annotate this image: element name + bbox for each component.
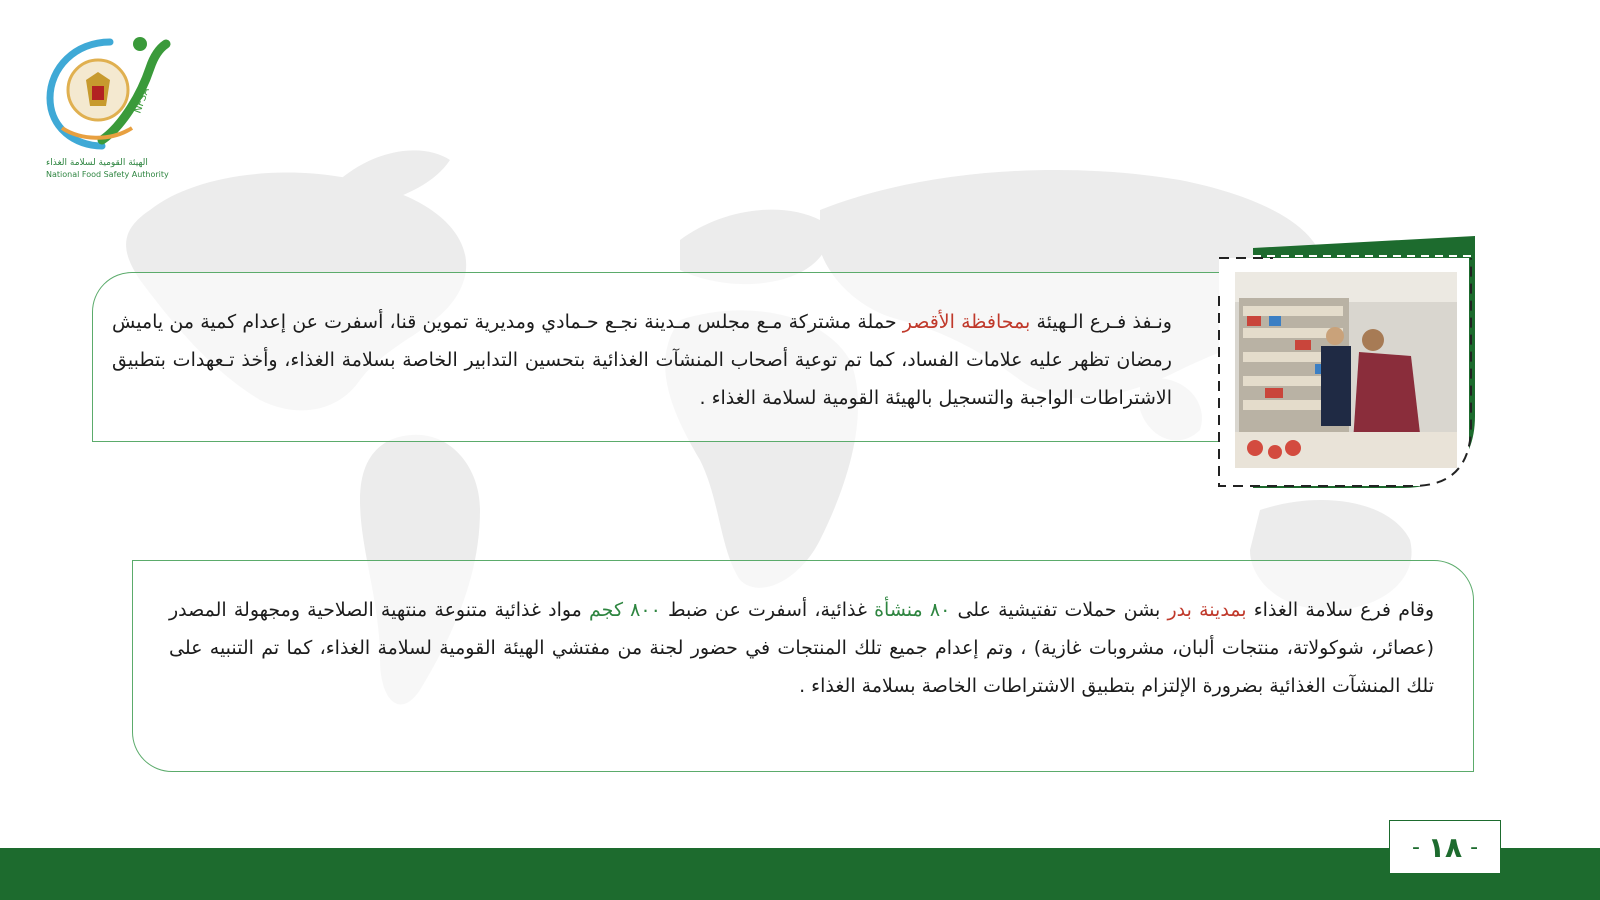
highlight-seized-amount: ٨٠٠ كجم (589, 599, 661, 621)
paragraph-2-text-d: مواد غذائية متنوعة منتهية الصلاحية ومجهولة المصدر (عصائر، شوكولاتة، منتجات ألبان، مشروبات غازية) ، وتم إعدام جميع تلك المنتجات في حضور لجنة من مفتشي الهيئة القومية لسلامة الغذاء، كما تم التنبيه على تلك المنشآت الغذائية بضرورة الإلتزام بتطبيق الاشتراطات الخاصة بسلامة الغذاء . (169, 599, 1434, 697)
logo-caption-arabic: الهيئة القومية لسلامة الغذاء (46, 158, 148, 168)
logo-caption-english: National Food Safety Authority (46, 170, 169, 179)
footer-bar (0, 848, 1600, 900)
highlight-badr: بمدينة بدر (1167, 599, 1247, 621)
logo-emblem-text: NFSA (132, 86, 152, 116)
highlight-facility-count: ٨٠ منشأة (874, 599, 951, 621)
paragraph-2-text-b: بشن حملات تفتيشية على (950, 599, 1168, 621)
page-number-box (1389, 820, 1501, 874)
paragraph-1-text-b: حملة مشتركة مـع مجلس مـدينة نجـع حـمادي ومديرية تموين قنا، أسفرت عن إعدام كمية من ياميش رمضان تظهر عليه علامات الفساد، كما تم توعية أصحاب المنشآت الغذائية بتحسين التدابير الخاصة بسلامة الغذاء، وأخذ تـعهدات بتطبيق الاشتراطات الواجبة والتسجيل بالهيئة القومية لسلامة الغذاء . (112, 311, 1172, 409)
paragraph-2-text-a: وقام فرع سلامة الغذاء (1246, 599, 1435, 621)
page-number: ١٨ (1427, 830, 1463, 864)
inspection-photo (1235, 272, 1457, 468)
paragraph-luxor-campaign (112, 303, 1172, 417)
paragraph-1-text-a: ونـفذ فـرع الـهيئة (1030, 311, 1172, 333)
paragraph-2-text-c: غذائية، أسفرت عن ضبط (660, 599, 875, 621)
page-dash-right: - (1470, 834, 1479, 860)
paragraph-badr-campaign (169, 591, 1434, 705)
page-dash-left: - (1411, 834, 1420, 860)
highlight-luxor: بمحافظة الأقصر (902, 311, 1031, 333)
